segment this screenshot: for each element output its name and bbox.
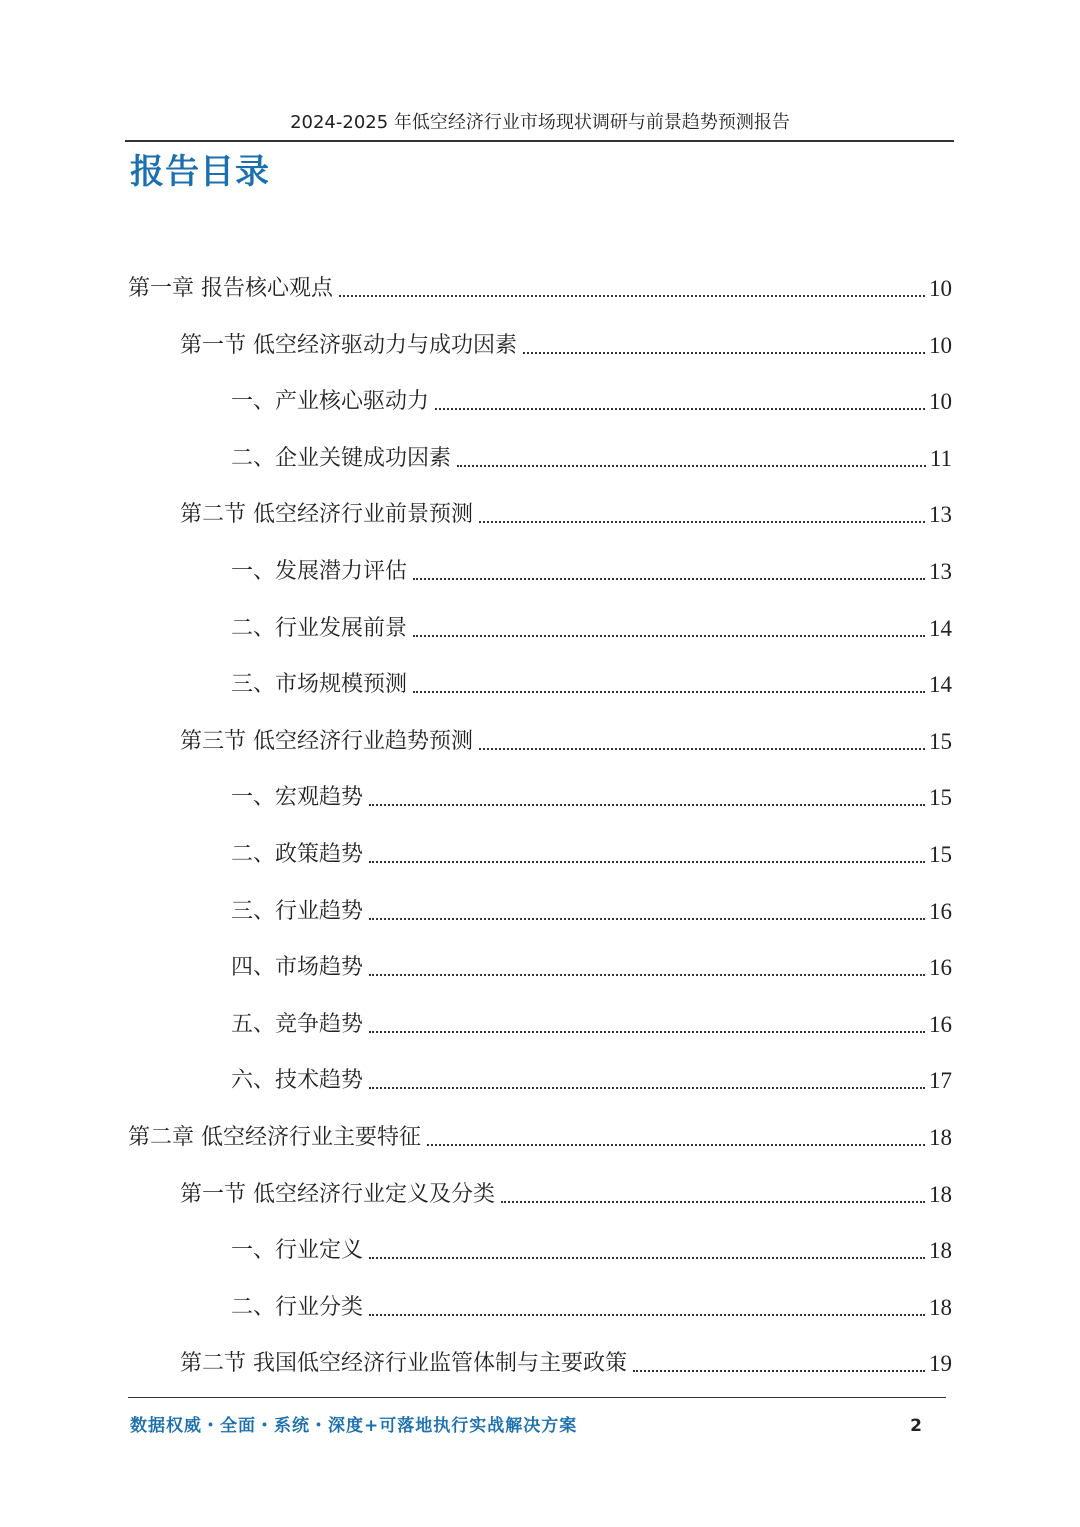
header-divider [125, 140, 954, 142]
toc-entry-page-number: 15 [929, 842, 952, 867]
toc-entry-label: 一、宏观趋势 [231, 785, 364, 810]
footer-slogan: 数据权威・全面・系统・深度+可落地执行实战解决方案 [130, 1416, 578, 1436]
toc-entry-label: 第二节 我国低空经济行业监管体制与主要政策 [180, 1351, 627, 1376]
report-header-title: 2024-2025 年低空经济行业市场现状调研与前景趋势预测报告 [290, 112, 790, 133]
toc-entry-label: 二、政策趋势 [231, 842, 364, 867]
toc-dot-leader [369, 918, 925, 920]
toc-dot-leader [435, 408, 925, 410]
toc-entry-page-number: 15 [929, 729, 952, 754]
toc-entry[interactable] [231, 947, 952, 983]
toc-entry[interactable] [231, 381, 952, 417]
toc-entry-label: 第一章 报告核心观点 [128, 276, 333, 301]
toc-dot-leader [413, 578, 925, 580]
toc-entry-label: 三、市场规模预测 [231, 672, 408, 697]
toc-dot-leader [369, 1314, 925, 1316]
toc-dot-leader [479, 521, 925, 523]
toc-entry-page-number: 19 [929, 1351, 952, 1376]
toc-entry-page-number: 18 [929, 1238, 952, 1263]
toc-entry-page-number: 10 [929, 389, 952, 414]
toc-entry-label: 六、技术趋势 [231, 1068, 364, 1093]
toc-entry-page-number: 16 [929, 1012, 952, 1037]
toc-entry[interactable] [231, 1287, 952, 1323]
toc-entry[interactable] [231, 1230, 952, 1266]
toc-entry[interactable] [231, 1004, 952, 1040]
toc-dot-leader [501, 1201, 925, 1203]
toc-entry-label: 一、行业定义 [231, 1238, 364, 1263]
toc-entry-label: 第二节 低空经济行业前景预测 [180, 502, 473, 527]
toc-entry-label: 第二章 低空经济行业主要特征 [128, 1125, 421, 1150]
toc-dot-leader [427, 1144, 925, 1146]
toc-entry[interactable] [180, 721, 952, 757]
toc-entry-page-number: 14 [929, 616, 952, 641]
toc-entry-page-number: 13 [929, 502, 952, 527]
toc-entry-label: 五、竞争趋势 [231, 1012, 364, 1037]
toc-dot-leader [457, 465, 926, 467]
toc-entry-page-number: 15 [929, 785, 952, 810]
toc-entry[interactable] [231, 608, 952, 644]
toc-dot-leader [369, 861, 925, 863]
toc-entry-page-number: 17 [929, 1068, 952, 1093]
toc-entry[interactable] [231, 438, 952, 474]
footer-page-number: 2 [910, 1416, 922, 1436]
toc-entry-label: 第三节 低空经济行业趋势预测 [180, 729, 473, 754]
toc-entry-label: 二、企业关键成功因素 [231, 446, 452, 471]
toc-entry-page-number: 18 [929, 1125, 952, 1150]
toc-entry-page-number: 18 [929, 1182, 952, 1207]
toc-dot-leader [369, 974, 925, 976]
page-title: 报告目录 [130, 152, 270, 192]
footer-divider [128, 1397, 946, 1398]
toc-entry-label: 一、发展潜力评估 [231, 559, 408, 584]
toc-entry-label: 一、产业核心驱动力 [231, 389, 430, 414]
toc-dot-leader [479, 748, 925, 750]
toc-entry-label: 四、市场趋势 [231, 955, 364, 980]
toc-entry-page-number: 14 [929, 672, 952, 697]
toc-entry[interactable] [180, 1174, 952, 1210]
toc-entry[interactable] [231, 834, 952, 870]
toc-entry[interactable] [180, 494, 952, 530]
toc-entry[interactable] [128, 1117, 952, 1153]
toc-entry-page-number: 16 [929, 899, 952, 924]
toc-entry[interactable] [231, 1060, 952, 1096]
toc-entry-label: 第一节 低空经济行业定义及分类 [180, 1182, 495, 1207]
toc-dot-leader [523, 352, 925, 354]
toc-entry[interactable] [231, 664, 952, 700]
toc-dot-leader [369, 1031, 925, 1033]
toc-entry-page-number: 18 [929, 1295, 952, 1320]
toc-entry[interactable] [231, 891, 952, 927]
toc-entry-page-number: 11 [929, 446, 952, 471]
toc-dot-leader [369, 804, 925, 806]
toc-entry-page-number: 10 [929, 276, 952, 301]
toc-entry[interactable] [231, 551, 952, 587]
toc-entry-page-number: 10 [929, 333, 952, 358]
toc-entry-label: 三、行业趋势 [231, 899, 364, 924]
toc-dot-leader [369, 1087, 925, 1089]
toc-dot-leader [413, 635, 925, 637]
toc-dot-leader [339, 295, 925, 297]
toc-entry-label: 第一节 低空经济驱动力与成功因素 [180, 333, 517, 358]
toc-dot-leader [369, 1257, 925, 1259]
toc-entry[interactable] [128, 268, 952, 304]
toc-entry-label: 二、行业分类 [231, 1295, 364, 1320]
toc-entry[interactable] [231, 777, 952, 813]
toc-entry[interactable] [180, 325, 952, 361]
toc-entry-label: 二、行业发展前景 [231, 616, 408, 641]
toc-entry[interactable] [180, 1343, 952, 1379]
toc-dot-leader [633, 1370, 925, 1372]
toc-entry-page-number: 13 [929, 559, 952, 584]
toc-entry-page-number: 16 [929, 955, 952, 980]
toc-dot-leader [413, 691, 925, 693]
